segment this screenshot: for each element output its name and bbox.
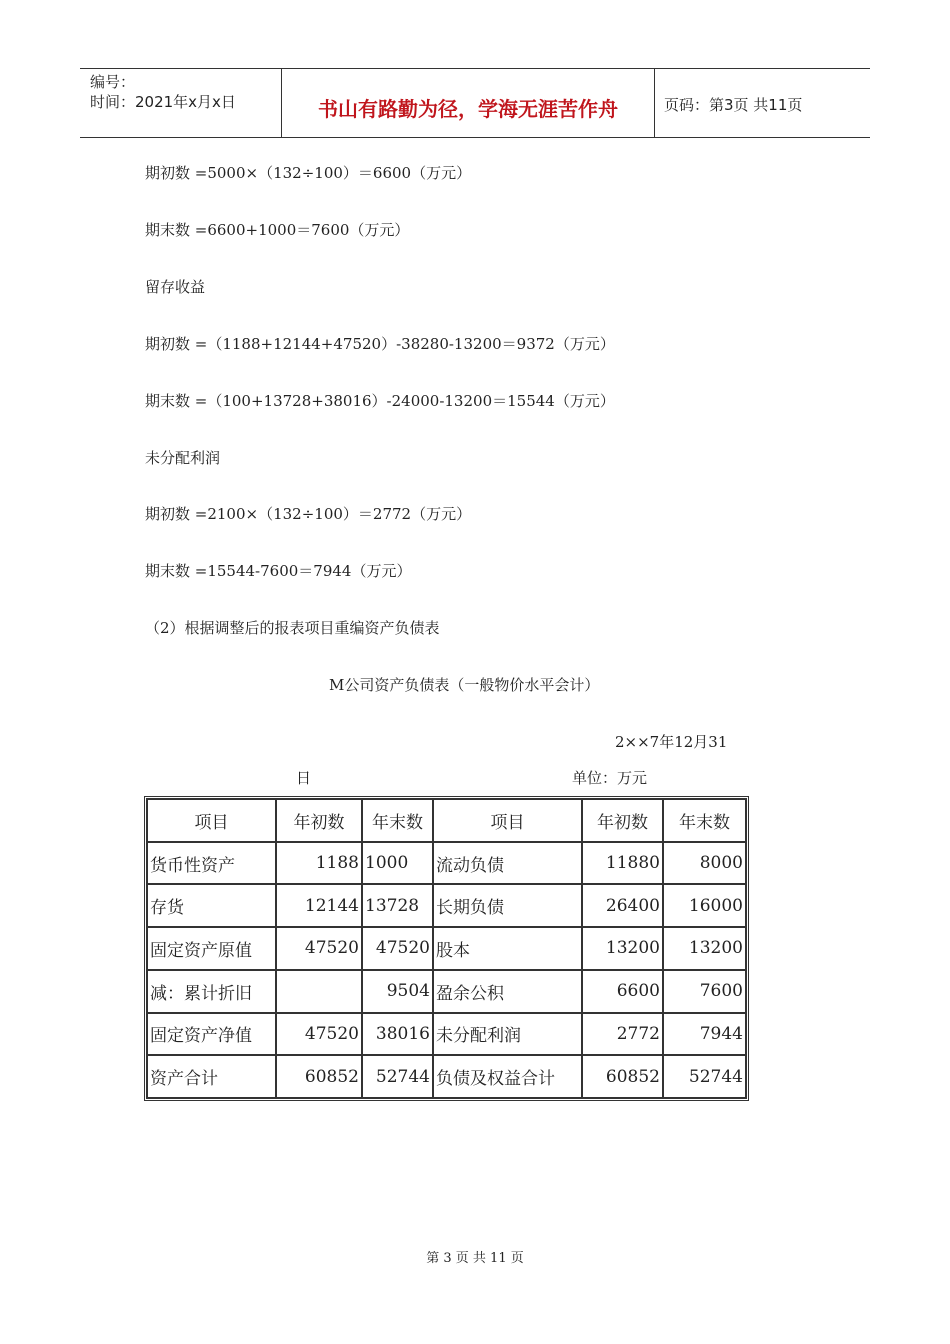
- text-line-3: 留存收益: [145, 278, 206, 296]
- table-row: [147, 842, 746, 885]
- table-cell: 盈余公积: [433, 970, 582, 1013]
- header-motto-cell: [281, 69, 655, 137]
- header-cell: 项目: [147, 799, 276, 842]
- table-cell: 2772: [582, 1013, 663, 1056]
- table-cell: 38016: [362, 1013, 433, 1056]
- table-cell: 60852: [276, 1055, 362, 1098]
- table-cell: 1000: [362, 842, 433, 885]
- table-cell: 47520: [276, 1013, 362, 1056]
- text-line-6: 未分配利润: [145, 449, 221, 467]
- table-cell: 存货: [147, 884, 276, 927]
- table-cell: 减：累计折旧: [147, 970, 276, 1013]
- text-line-2: 期末数 =6600+1000＝7600（万元）: [145, 221, 410, 239]
- header-page-indicator: 页码：第3页 共11页: [664, 96, 803, 114]
- table-cell: 流动负债: [433, 842, 582, 885]
- table-cell: 固定资产净值: [147, 1013, 276, 1056]
- header-cell: 年初数: [276, 799, 362, 842]
- text-line-7: 期初数 =2100×（132÷100）＝2772（万元）: [145, 505, 472, 523]
- table-cell: 负债及权益合计: [433, 1055, 582, 1098]
- table-cell: 长期负债: [433, 884, 582, 927]
- header-right-cell: [654, 69, 870, 137]
- table-cell: 13728: [362, 884, 433, 927]
- text-line-8: 期末数 =15544-7600＝7944（万元）: [145, 562, 412, 580]
- table-cell: 股本: [433, 927, 582, 970]
- table-cell: 11880: [582, 842, 663, 885]
- document-time-label: 时间：2021年x月x日: [90, 93, 236, 111]
- table-cell: 60852: [582, 1055, 663, 1098]
- table-cell: 6600: [582, 970, 663, 1013]
- table-row: [147, 970, 746, 1013]
- text-line-5: 期末数 =（100+13728+38016）-24000-13200＝15544（万元）: [145, 392, 615, 410]
- table-cell: 未分配利润: [433, 1013, 582, 1056]
- table-cell: [276, 970, 362, 1013]
- table-row: [147, 884, 746, 927]
- header-cell: 年初数: [582, 799, 663, 842]
- header-motto: 书山有路勤为径，学海无涯苦作舟: [318, 97, 618, 121]
- table-cell: 固定资产原值: [147, 927, 276, 970]
- table-date-day: 日: [296, 769, 312, 787]
- table-cell: 8000: [663, 842, 746, 885]
- table-cell: 47520: [276, 927, 362, 970]
- table-cell: 7600: [663, 970, 746, 1013]
- text-line-1: 期初数 =5000×（132÷100）＝6600（万元）: [145, 164, 472, 182]
- table-cell: 7944: [663, 1013, 746, 1056]
- table-cell: 13200: [663, 927, 746, 970]
- table-cell: 52744: [362, 1055, 433, 1098]
- table-cell: 9504: [362, 970, 433, 1013]
- table-cell: 26400: [582, 884, 663, 927]
- text-line-9: （2）根据调整后的报表项目重编资产负债表: [145, 619, 440, 637]
- table-cell: 资产合计: [147, 1055, 276, 1098]
- table-cell: 47520: [362, 927, 433, 970]
- header-left-cell: [80, 69, 280, 137]
- table-title: M公司资产负债表（一般物价水平会计）: [329, 676, 600, 694]
- table-cell: 1188: [276, 842, 362, 885]
- page-header: [80, 68, 870, 138]
- table-row: [147, 927, 746, 970]
- table-cell: 货币性资产: [147, 842, 276, 885]
- header-cell: 年末数: [362, 799, 433, 842]
- header-cell: 年末数: [663, 799, 746, 842]
- header-cell: 项目: [433, 799, 582, 842]
- table-row: [147, 1055, 746, 1098]
- table-cell: 52744: [663, 1055, 746, 1098]
- table-header-row: [147, 799, 746, 842]
- table-cell: 13200: [582, 927, 663, 970]
- table-date: 2××7年12月31: [615, 733, 728, 751]
- text-line-4: 期初数 =（1188+12144+47520）-38280-13200＝9372（万元）: [145, 335, 615, 353]
- table-unit: 单位：万元: [572, 769, 648, 787]
- table-cell: 12144: [276, 884, 362, 927]
- page-footer: 第 3 页 共 11 页: [426, 1251, 524, 1266]
- table-cell: 16000: [663, 884, 746, 927]
- document-number-label: 编号：: [90, 73, 136, 91]
- table-row: [147, 1013, 746, 1056]
- balance-sheet-table: [144, 796, 749, 1101]
